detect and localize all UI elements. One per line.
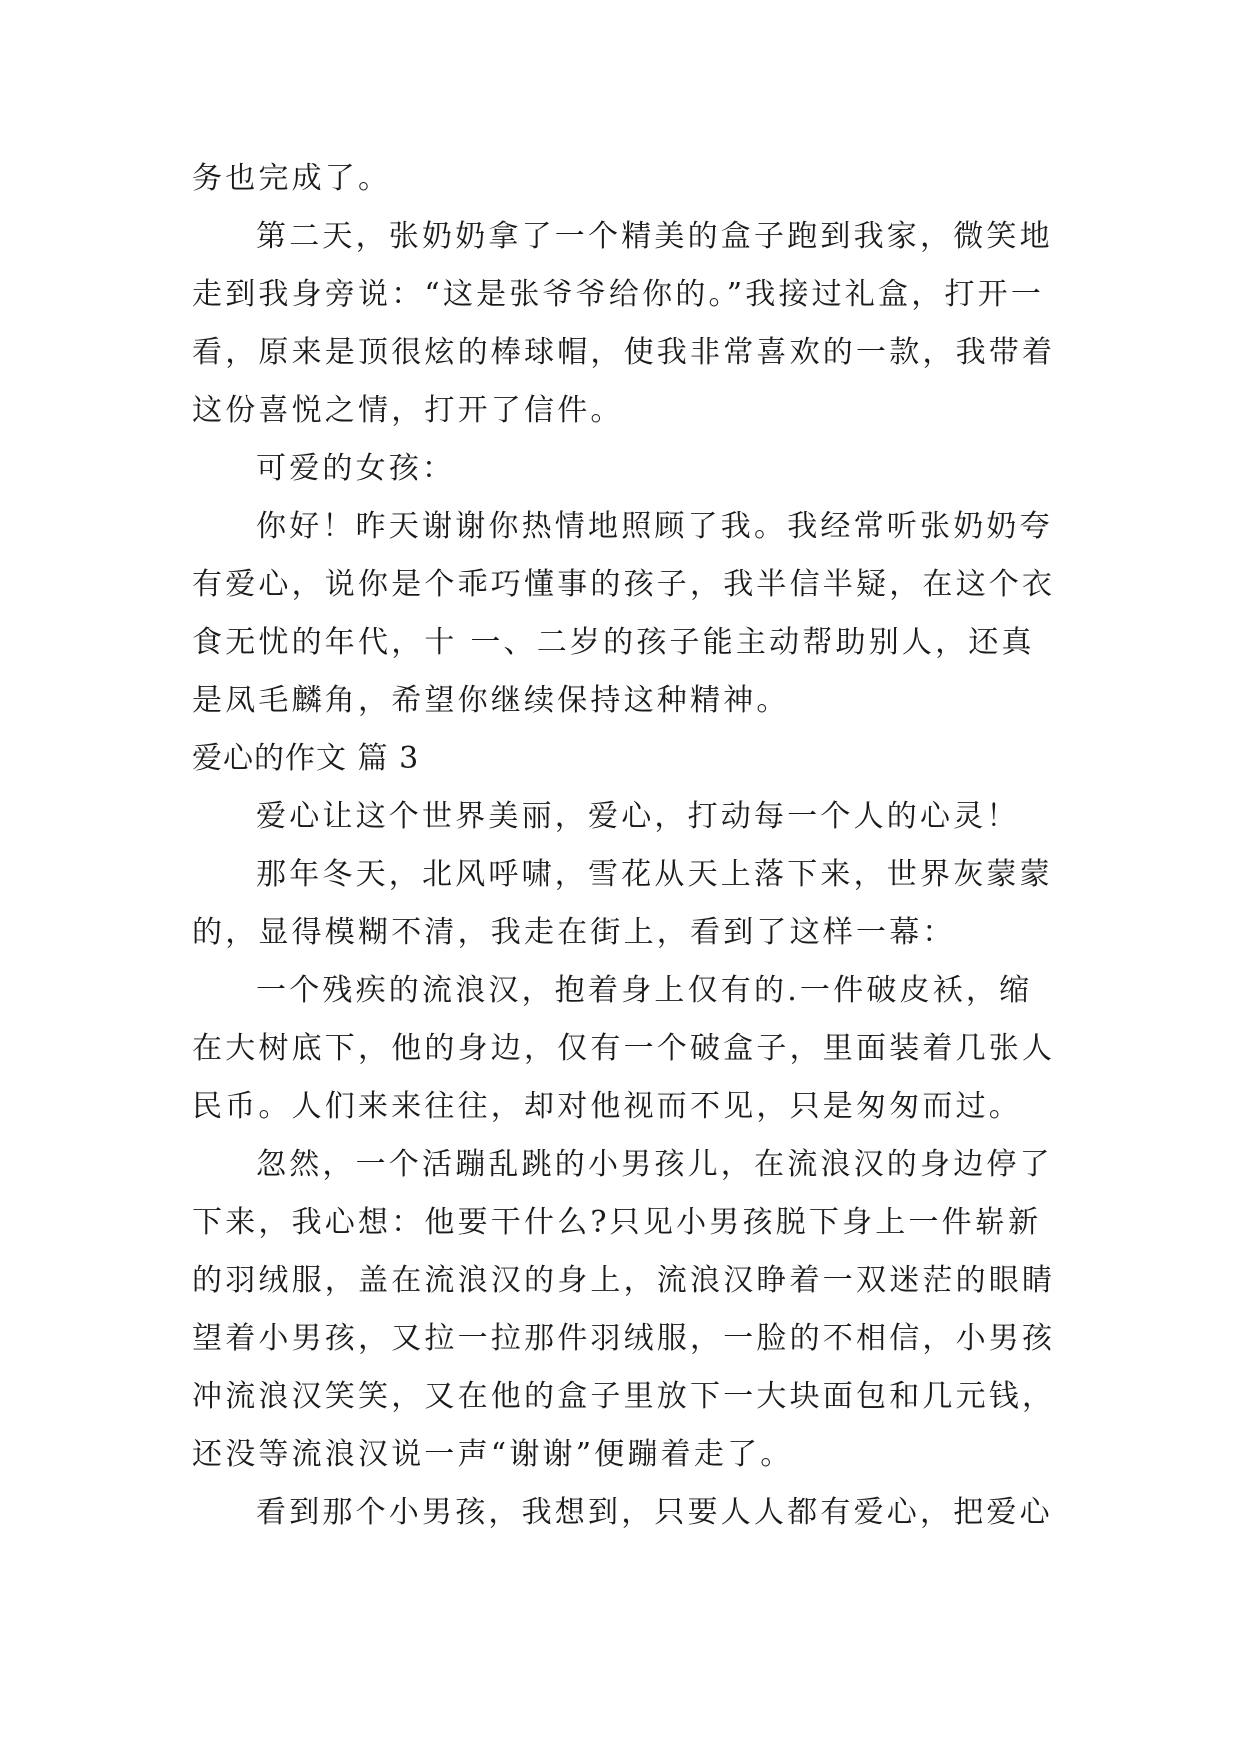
paragraph-line: 第二天，张奶奶拿了一个精美的盒子跑到我家，微笑地 (256, 219, 1053, 254)
paragraph-line: 食无忧的年代，十 一、二岁的孩子能主动帮助别人，还真 (192, 625, 1035, 660)
section-heading: 爱心的作文 篇 3 (192, 741, 420, 776)
paragraph-line: 忽然，一个活蹦乱跳的小男孩儿，在流浪汉的身边停了 (256, 1147, 1053, 1182)
paragraph-line: 民币。人们来来往往，却对他视而不见，只是匆匆而过。 (192, 1089, 1022, 1124)
paragraph-line: 爱心让这个世界美丽，爱心，打动每一个人的心灵！ (256, 799, 1020, 834)
paragraph-line: 务也完成了。 (192, 161, 392, 196)
letter-salutation: 可爱的女孩： (256, 451, 456, 486)
document-body (192, 150, 1072, 1542)
paragraph-line: 还没等流浪汉说一声“谢谢”便蹦着走了。 (192, 1437, 794, 1472)
paragraph-line: 在大树底下，他的身边，仅有一个破盒子，里面装着几张人 (192, 1031, 1056, 1066)
paragraph-line: 那年冬天，北风呼啸，雪花从天上落下来，世界灰蒙蒙 (256, 857, 1053, 892)
paragraph-line: 看，原来是顶很炫的棒球帽，使我非常喜欢的一款，我带着 (192, 335, 1056, 370)
paragraph-line: 走到我身旁说：“这是张爷爷给你的。”我接过礼盒，打开一 (192, 277, 1045, 312)
paragraph-line: 看到那个小男孩，我想到，只要人人都有爱心，把爱心 (256, 1495, 1053, 1530)
paragraph-line: 有爱心，说你是个乖巧懂事的孩子，我半信半疑，在这个衣 (192, 567, 1056, 602)
paragraph-line: 是凤毛麟角，希望你继续保持这种精神。 (192, 683, 790, 718)
paragraph-line: 你好！昨天谢谢你热情地照顾了我。我经常听张奶奶夸 (256, 509, 1053, 544)
paragraph-line: 一个残疾的流浪汉，抱着身上仅有的.一件破皮袄，缩 (256, 973, 1033, 1008)
paragraph-line: 的羽绒服，盖在流浪汉的身上，流浪汉睁着一双迷茫的眼睛 (192, 1263, 1056, 1298)
paragraph-line: 下来，我心想：他要干什么?只见小男孩脱下身上一件崭新 (192, 1205, 1042, 1240)
paragraph-line: 这份喜悦之情，打开了信件。 (192, 393, 624, 428)
paragraph-line: 冲流浪汉笑笑，又在他的盒子里放下一大块面包和几元钱， (192, 1379, 1056, 1414)
paragraph-line: 的，显得模糊不清，我走在街上，看到了这样一幕： (192, 915, 956, 950)
paragraph-line: 望着小男孩，又拉一拉那件羽绒服，一脸的不相信，小男孩 (192, 1321, 1056, 1356)
